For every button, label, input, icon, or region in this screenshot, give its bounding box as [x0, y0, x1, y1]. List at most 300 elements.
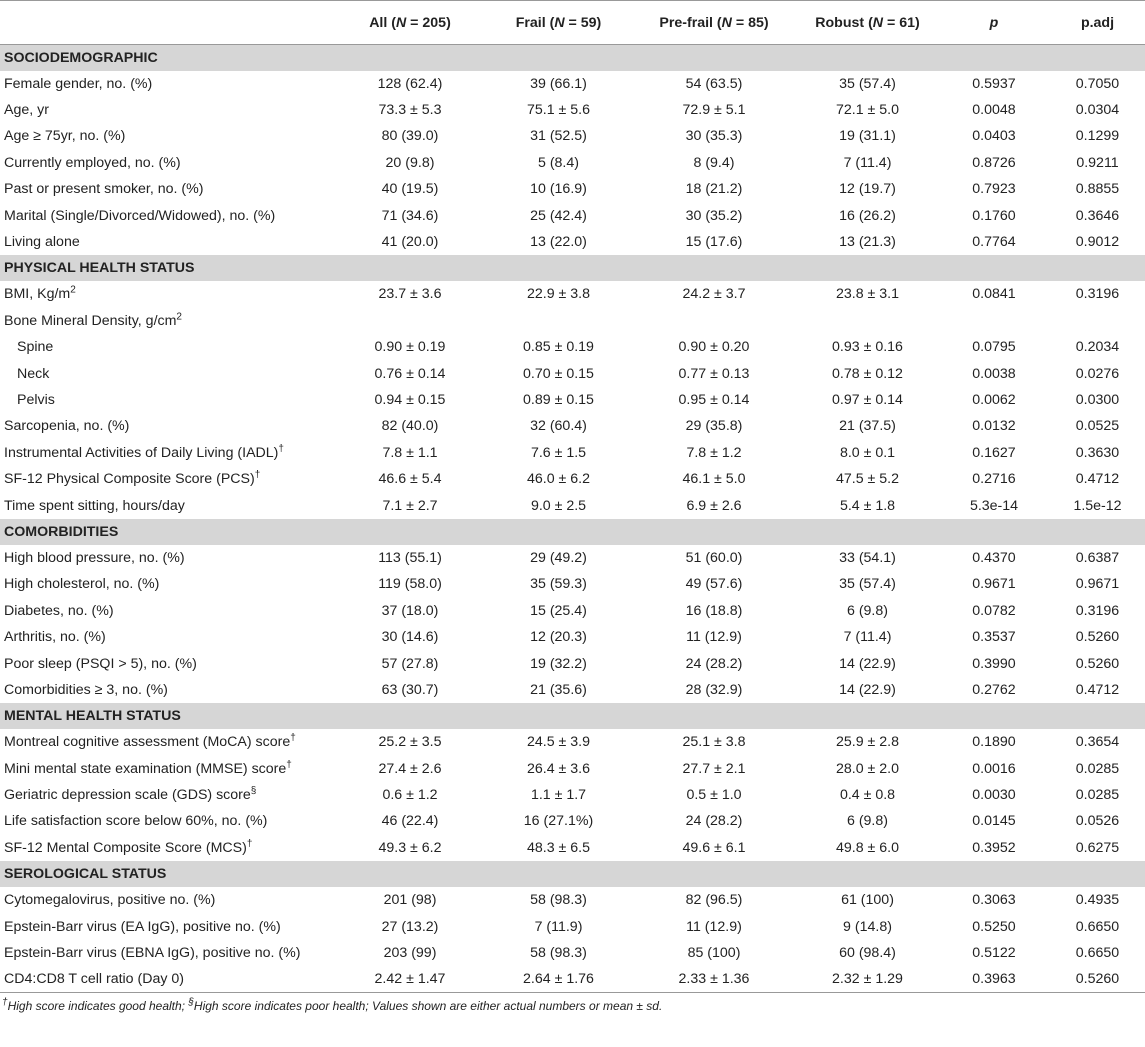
row-label: Cytomegalovirus, positive no. (%) — [4, 892, 216, 909]
table-row — [0, 808, 1145, 834]
table-row — [0, 887, 1145, 913]
value-cell-robust: 28.0 ± 2.0 — [835, 760, 899, 777]
header-p: p — [938, 1, 1050, 45]
table-row — [0, 71, 1145, 97]
value-cell-robust: 23.8 ± 3.1 — [835, 286, 899, 303]
row-label-cell — [0, 808, 334, 834]
value-cell-all: 49.3 ± 6.2 — [378, 839, 442, 856]
table-row — [0, 492, 1145, 518]
table-row — [0, 334, 1145, 360]
table-row — [0, 571, 1145, 597]
table-body — [0, 45, 1145, 993]
value-cell-p: 0.0132 — [972, 418, 1016, 435]
value-cell-p-adj: 0.4712 — [1075, 681, 1120, 698]
value-cell-p-adj: 0.3196 — [1075, 286, 1120, 303]
row-label-cell — [0, 360, 334, 386]
value-cell-robust: 47.5 ± 5.2 — [835, 471, 899, 488]
value-cell-pre-frail: 18 (21.2) — [685, 181, 743, 198]
value-cell-p: 0.5122 — [972, 945, 1016, 962]
value-cell-p-adj: 0.7050 — [1075, 75, 1120, 92]
value-cell-pre-frail — [631, 308, 797, 334]
row-label-cell — [0, 334, 334, 360]
table-row — [0, 755, 1145, 781]
value-cell-robust: 7 (11.4) — [843, 629, 892, 646]
value-cell-all: 201 (98) — [383, 892, 437, 909]
value-cell-p-adj: 0.0304 — [1075, 102, 1120, 119]
table-row — [0, 360, 1145, 386]
value-cell-p-adj: 0.8855 — [1075, 181, 1120, 198]
value-cell-pre-frail: 49.6 ± 6.1 — [682, 839, 746, 856]
value-cell-frail: 2.64 ± 1.76 — [486, 966, 631, 992]
value-cell-p-adj: 0.9211 — [1076, 154, 1119, 171]
value-cell-p-adj: 0.6650 — [1075, 945, 1120, 962]
value-cell-p: 0.0403 — [972, 128, 1016, 145]
row-label: Age ≥ 75yr, no. (%) — [4, 128, 126, 145]
value-cell-robust: 72.1 ± 5.0 — [835, 102, 899, 119]
value-cell-robust: 0.4 ± 0.8 — [839, 787, 896, 804]
value-cell-frail: 21 (35.6) — [530, 681, 587, 698]
row-label-cell — [0, 123, 334, 149]
row-label-cell — [0, 598, 334, 624]
table-row — [0, 598, 1145, 624]
value-cell-all: 73.3 ± 5.3 — [378, 102, 442, 119]
row-label-cell — [0, 150, 334, 176]
row-label-cell — [0, 677, 334, 703]
value-cell-frail: 31 (52.5) — [530, 128, 587, 145]
row-label: Age, yr — [4, 102, 49, 119]
row-label-cell — [0, 887, 334, 913]
footnote-section-sign: § — [188, 997, 194, 1009]
row-label-cell — [0, 966, 334, 992]
value-cell-pre-frail: 24 (28.2) — [685, 813, 743, 830]
header-frail: Frail (N = 59) — [486, 1, 631, 45]
table-row — [0, 782, 1145, 808]
value-cell-pre-frail: 0.95 ± 0.14 — [678, 391, 750, 408]
header-pre-frail: Pre-frail (N = 85) — [631, 1, 797, 45]
table-row — [0, 123, 1145, 149]
value-cell-frail: 0.89 ± 0.15 — [523, 391, 594, 408]
section-title: SEROLOGICAL STATUS — [0, 861, 1145, 887]
value-cell-frail: 22.9 ± 3.8 — [526, 286, 590, 303]
table-row — [0, 202, 1145, 228]
row-label: Poor sleep (PSQI > 5), no. (%) — [4, 655, 197, 672]
table-row — [0, 545, 1145, 571]
value-cell-robust: 13 (21.3) — [839, 234, 896, 251]
value-cell-robust: 5.4 ± 1.8 — [839, 497, 896, 514]
header-p-adj: p.adj — [1050, 1, 1145, 45]
row-label-superscript: † — [278, 443, 284, 455]
table-row — [0, 624, 1145, 650]
section-title: SOCIODEMOGRAPHIC — [0, 45, 1145, 71]
value-cell-pre-frail: 46.1 ± 5.0 — [682, 471, 746, 488]
value-cell-pre-frail: 11 (12.9) — [686, 918, 742, 935]
row-label-cell — [0, 413, 334, 439]
value-cell-p-adj: 0.6650 — [1075, 918, 1120, 935]
table-row — [0, 940, 1145, 966]
value-cell-frail: 5 (8.4) — [537, 154, 579, 171]
value-cell-all: 27 (13.2) — [381, 918, 439, 935]
value-cell-p-adj: 0.3196 — [1075, 602, 1120, 619]
section-header-row — [0, 45, 1145, 71]
value-cell-pre-frail: 82 (96.5) — [685, 892, 743, 909]
value-cell-p: 0.4370 — [972, 549, 1016, 566]
row-label: High blood pressure, no. (%) — [4, 549, 185, 566]
value-cell-p: 0.1627 — [972, 444, 1016, 461]
value-cell-frail: 16 (27.1%) — [523, 813, 594, 830]
value-cell-frail: 48.3 ± 6.5 — [526, 839, 590, 856]
row-label: High cholesterol, no. (%) — [4, 576, 160, 593]
value-cell-p: 0.3537 — [972, 629, 1016, 646]
table-row — [0, 677, 1145, 703]
value-cell-all: 20 (9.8) — [385, 154, 435, 171]
value-cell-all: 46.6 ± 5.4 — [378, 471, 442, 488]
value-cell-p-adj: 0.5260 — [1050, 966, 1145, 992]
table-row — [0, 913, 1145, 939]
value-cell-robust: 0.93 ± 0.16 — [832, 339, 903, 356]
row-label-superscript: § — [250, 785, 257, 797]
row-label: Life satisfaction score below 60%, no. (%) — [4, 813, 268, 830]
value-cell-frail: 46.0 ± 6.2 — [526, 471, 590, 488]
row-label-cell — [0, 545, 334, 571]
header-row — [0, 1, 1145, 45]
value-cell-robust: 0.78 ± 0.12 — [832, 365, 903, 382]
row-label-superscript: † — [290, 732, 296, 744]
value-cell-all: 128 (62.4) — [377, 75, 443, 92]
footnote-dagger: † — [2, 997, 8, 1009]
value-cell-p-adj: 0.9671 — [1075, 576, 1120, 593]
value-cell-p: 0.3990 — [972, 655, 1016, 672]
value-cell-p-adj: 0.3630 — [1075, 444, 1120, 461]
footnote — [0, 993, 1145, 1019]
row-label: CD4:CD8 T cell ratio (Day 0) — [4, 971, 185, 988]
value-cell-pre-frail: 72.9 ± 5.1 — [682, 102, 746, 119]
value-cell-robust: 16 (26.2) — [839, 207, 896, 224]
value-cell-p-adj: 0.0525 — [1075, 418, 1120, 435]
value-cell-robust: 2.32 ± 1.29 — [797, 966, 938, 992]
value-cell-p: 0.0030 — [972, 787, 1016, 804]
footnote-text-2: High score indicates poor health; Values shown are either actual numbers or mean ± sd. — [193, 999, 663, 1014]
row-label: Living alone — [4, 234, 80, 251]
value-cell-pre-frail: 0.90 ± 0.20 — [678, 339, 750, 356]
value-cell-p-adj — [1050, 308, 1145, 334]
row-label: Time spent sitting, hours/day — [4, 497, 185, 514]
section-title: MENTAL HEALTH STATUS — [0, 703, 1145, 729]
section-header-row — [0, 519, 1145, 545]
row-label-cell — [0, 466, 334, 492]
value-cell-all: 30 (14.6) — [381, 629, 439, 646]
value-cell-all: 0.76 ± 0.14 — [374, 365, 446, 382]
value-cell-frail: 35 (59.3) — [530, 576, 587, 593]
value-cell-frail: 29 (49.2) — [530, 549, 587, 566]
row-label: Instrumental Activities of Daily Living (IADL) — [4, 444, 279, 461]
row-label-cell — [0, 913, 334, 939]
value-cell-p: 0.0145 — [972, 813, 1016, 830]
value-cell-p: 5.3e-14 — [969, 497, 1019, 514]
value-cell-frail: 25 (42.4) — [530, 207, 587, 224]
row-label-cell — [0, 71, 334, 97]
row-label-cell — [0, 650, 334, 676]
value-cell-all: 40 (19.5) — [381, 181, 439, 198]
value-cell-robust: 49.8 ± 6.0 — [835, 839, 899, 856]
table-row — [0, 229, 1145, 255]
value-cell-p-adj: 0.3654 — [1075, 734, 1120, 751]
footnote-text-1: High score indicates good health; — [7, 999, 189, 1014]
section-title: PHYSICAL HEALTH STATUS — [0, 255, 1145, 281]
value-cell-p-adj: 0.0285 — [1075, 787, 1120, 804]
value-cell-pre-frail: 15 (17.6) — [685, 234, 743, 251]
row-label: Diabetes, no. (%) — [4, 602, 114, 619]
value-cell-pre-frail: 28 (32.9) — [685, 681, 743, 698]
value-cell-all: 7.1 ± 2.7 — [382, 497, 438, 514]
value-cell-robust: 14 (22.9) — [839, 655, 896, 672]
value-cell-p: 0.3063 — [972, 892, 1016, 909]
value-cell-pre-frail: 54 (63.5) — [685, 75, 743, 92]
row-label-cell — [0, 202, 334, 228]
value-cell-all: 27.4 ± 2.6 — [378, 760, 442, 777]
value-cell-all: 25.2 ± 3.5 — [378, 734, 442, 751]
row-label: Montreal cognitive assessment (MoCA) score — [4, 734, 291, 751]
section-title: COMORBIDITIES — [0, 519, 1145, 545]
row-label-superscript: 2 — [176, 311, 182, 323]
value-cell-robust: 6 (9.8) — [846, 813, 888, 830]
value-cell-p: 0.7923 — [972, 181, 1016, 198]
value-cell-p-adj: 0.3646 — [1075, 207, 1120, 224]
header-label — [0, 1, 334, 45]
row-label: Mini mental state examination (MMSE) score — [4, 760, 287, 777]
value-cell-p-adj: 0.4712 — [1075, 471, 1120, 488]
value-cell-p-adj: 0.0276 — [1075, 365, 1120, 382]
table-row — [0, 387, 1145, 413]
table-row — [0, 466, 1145, 492]
value-cell-p-adj: 1.5e-12 — [1073, 497, 1122, 514]
value-cell-all: 37 (18.0) — [381, 602, 439, 619]
value-cell-robust: 35 (57.4) — [839, 75, 896, 92]
section-header-row — [0, 703, 1145, 729]
value-cell-p: 0.3963 — [938, 966, 1050, 992]
row-label: Currently employed, no. (%) — [4, 154, 181, 171]
value-cell-all: 41 (20.0) — [381, 234, 439, 251]
value-cell-all: 63 (30.7) — [381, 681, 439, 698]
value-cell-robust: 14 (22.9) — [839, 681, 896, 698]
table-row — [0, 413, 1145, 439]
value-cell-p-adj: 0.6387 — [1075, 549, 1120, 566]
value-cell-pre-frail: 6.9 ± 2.6 — [686, 497, 742, 514]
value-cell-frail: 75.1 ± 5.6 — [526, 102, 590, 119]
value-cell-robust: 7 (11.4) — [843, 154, 892, 171]
row-label: Comorbidities ≥ 3, no. (%) — [4, 681, 168, 698]
value-cell-p: 0.0795 — [972, 339, 1016, 356]
value-cell-p-adj: 0.5260 — [1075, 655, 1120, 672]
value-cell-all: 119 (58.0) — [378, 576, 442, 593]
row-label-cell — [0, 755, 334, 781]
value-cell-pre-frail: 51 (60.0) — [685, 549, 743, 566]
row-label: Geriatric depression scale (GDS) score — [4, 787, 251, 804]
value-cell-all: 0.94 ± 0.15 — [374, 391, 446, 408]
value-cell-p-adj: 0.0300 — [1075, 391, 1120, 408]
value-cell-pre-frail: 85 (100) — [687, 945, 741, 962]
value-cell-p: 0.3952 — [972, 839, 1016, 856]
row-label: Epstein-Barr virus (EBNA IgG), positive no. (%) — [4, 945, 301, 962]
value-cell-p: 0.5250 — [972, 918, 1016, 935]
value-cell-p: 0.0038 — [972, 365, 1016, 382]
value-cell-pre-frail: 25.1 ± 3.8 — [682, 734, 746, 751]
row-label-cell — [0, 229, 334, 255]
value-cell-pre-frail: 11 (12.9) — [686, 629, 742, 646]
value-cell-pre-frail: 8 (9.4) — [693, 154, 735, 171]
value-cell-frail: 9.0 ± 2.5 — [530, 497, 587, 514]
value-cell-pre-frail: 0.77 ± 0.13 — [678, 365, 750, 382]
table-header — [0, 1, 1145, 45]
row-label-cell — [0, 387, 334, 413]
value-cell-p-adj: 0.6275 — [1075, 839, 1120, 856]
value-cell-frail: 7 (11.9) — [534, 918, 583, 935]
row-label-cell — [0, 571, 334, 597]
row-label: SF-12 Physical Composite Score (PCS) — [4, 471, 255, 488]
header-robust: Robust (N = 61) — [797, 1, 938, 45]
value-cell-all: 0.6 ± 1.2 — [382, 787, 438, 804]
row-label: BMI, Kg/m — [4, 286, 71, 303]
value-cell-robust: 35 (57.4) — [839, 576, 896, 593]
value-cell-robust — [797, 308, 938, 334]
value-cell-pre-frail: 24.2 ± 3.7 — [682, 286, 746, 303]
row-label-cell — [0, 835, 334, 861]
row-label: Neck — [17, 365, 50, 382]
value-cell-pre-frail: 16 (18.8) — [685, 602, 743, 619]
value-cell-robust: 33 (54.1) — [839, 549, 896, 566]
table-row — [0, 440, 1145, 466]
value-cell-frail: 58 (98.3) — [530, 892, 587, 909]
value-cell-all: 7.8 ± 1.1 — [382, 444, 438, 461]
value-cell-frail: 12 (20.3) — [530, 629, 587, 646]
section-header-row — [0, 255, 1145, 281]
table-row — [0, 176, 1145, 202]
row-label: Female gender, no. (%) — [4, 75, 153, 92]
value-cell-frail: 13 (22.0) — [530, 234, 587, 251]
value-cell-pre-frail: 7.8 ± 1.2 — [686, 444, 742, 461]
table-row — [0, 650, 1145, 676]
value-cell-frail: 32 (60.4) — [530, 418, 587, 435]
value-cell-frail — [486, 308, 631, 334]
value-cell-robust: 25.9 ± 2.8 — [835, 734, 899, 751]
value-cell-frail: 15 (25.4) — [530, 602, 587, 619]
value-cell-robust: 21 (37.5) — [839, 418, 896, 435]
value-cell-p: 0.1890 — [972, 734, 1016, 751]
row-label-cell — [0, 940, 334, 966]
value-cell-frail: 0.85 ± 0.19 — [523, 339, 594, 356]
value-cell-frail: 58 (98.3) — [530, 945, 587, 962]
value-cell-frail: 10 (16.9) — [530, 181, 587, 198]
value-cell-frail: 7.6 ± 1.5 — [530, 444, 587, 461]
value-cell-p-adj: 0.2034 — [1075, 339, 1120, 356]
value-cell-pre-frail: 2.33 ± 1.36 — [631, 966, 797, 992]
table-row — [0, 966, 1145, 992]
row-label: Arthritis, no. (%) — [4, 629, 106, 646]
value-cell-p: 0.0016 — [972, 760, 1016, 777]
row-label: Spine — [17, 339, 54, 356]
row-label-cell — [0, 782, 334, 808]
value-cell-pre-frail: 0.5 ± 1.0 — [686, 787, 742, 804]
table-row — [0, 835, 1145, 861]
row-label-cell — [0, 729, 334, 755]
row-label-cell — [0, 440, 334, 466]
value-cell-pre-frail: 49 (57.6) — [685, 576, 743, 593]
row-label-cell — [0, 308, 334, 334]
row-label-superscript: † — [286, 758, 292, 770]
value-cell-p-adj: 0.4935 — [1075, 892, 1120, 909]
value-cell-robust: 6 (9.8) — [846, 602, 888, 619]
value-cell-pre-frail: 24 (28.2) — [685, 655, 743, 672]
table-row — [0, 97, 1145, 123]
row-label-superscript: 2 — [70, 284, 76, 296]
header-all: All (N = 205) — [334, 1, 486, 45]
value-cell-all: 71 (34.6) — [381, 207, 439, 224]
section-header-row — [0, 861, 1145, 887]
row-label-cell — [0, 97, 334, 123]
row-label-cell — [0, 176, 334, 202]
value-cell-p-adj: 0.0285 — [1075, 760, 1120, 777]
value-cell-all: 57 (27.8) — [381, 655, 439, 672]
value-cell-frail: 0.70 ± 0.15 — [523, 365, 594, 382]
value-cell-p: 0.2716 — [972, 471, 1016, 488]
row-label: Marital (Single/Divorced/Widowed), no. (%) — [4, 207, 276, 224]
row-label: Bone Mineral Density, g/cm — [4, 312, 177, 329]
value-cell-p: 0.9671 — [972, 576, 1016, 593]
value-cell-frail: 26.4 ± 3.6 — [526, 760, 590, 777]
value-cell-frail: 19 (32.2) — [530, 655, 587, 672]
row-label-cell — [0, 492, 334, 518]
value-cell-all: 2.42 ± 1.47 — [334, 966, 486, 992]
row-label: Past or present smoker, no. (%) — [4, 181, 204, 198]
value-cell-p: 0.0782 — [972, 602, 1016, 619]
value-cell-robust: 12 (19.7) — [839, 181, 896, 198]
value-cell-robust: 9 (14.8) — [843, 918, 892, 935]
row-label-cell — [0, 281, 334, 307]
value-cell-p: 0.1760 — [972, 207, 1016, 224]
value-cell-p: 0.0062 — [972, 391, 1016, 408]
row-label-superscript: † — [246, 838, 253, 850]
value-cell-frail: 24.5 ± 3.9 — [526, 734, 590, 751]
value-cell-robust: 19 (31.1) — [839, 128, 896, 145]
value-cell-p-adj: 0.1299 — [1075, 128, 1120, 145]
value-cell-all: 0.90 ± 0.19 — [374, 339, 446, 356]
value-cell-pre-frail: 29 (35.8) — [685, 418, 743, 435]
value-cell-p — [938, 308, 1050, 334]
row-label: Epstein-Barr virus (EA IgG), positive no. (%) — [4, 918, 281, 935]
value-cell-robust: 8.0 ± 0.1 — [839, 444, 896, 461]
value-cell-p: 0.0048 — [972, 102, 1016, 119]
value-cell-all: 23.7 ± 3.6 — [378, 286, 442, 303]
value-cell-p-adj: 0.9012 — [1075, 234, 1120, 251]
value-cell-p: 0.5937 — [972, 75, 1016, 92]
value-cell-pre-frail: 27.7 ± 2.1 — [682, 760, 746, 777]
value-cell-all: 46 (22.4) — [381, 813, 439, 830]
value-cell-p-adj: 0.5260 — [1075, 629, 1120, 646]
value-cell-all: 113 (55.1) — [378, 549, 442, 566]
value-cell-frail: 39 (66.1) — [530, 75, 587, 92]
value-cell-p: 0.2762 — [972, 681, 1016, 698]
value-cell-robust: 61 (100) — [841, 892, 894, 909]
value-cell-all: 203 (99) — [383, 945, 437, 962]
table-row — [0, 308, 1145, 334]
value-cell-all: 80 (39.0) — [381, 128, 439, 145]
value-cell-robust: 0.97 ± 0.14 — [832, 391, 903, 408]
value-cell-p: 0.7764 — [972, 234, 1016, 251]
value-cell-pre-frail: 30 (35.3) — [685, 128, 743, 145]
row-label: Sarcopenia, no. (%) — [4, 418, 130, 435]
value-cell-pre-frail: 30 (35.2) — [685, 207, 743, 224]
value-cell-robust: 60 (98.4) — [839, 945, 896, 962]
row-label: Pelvis — [17, 391, 55, 408]
